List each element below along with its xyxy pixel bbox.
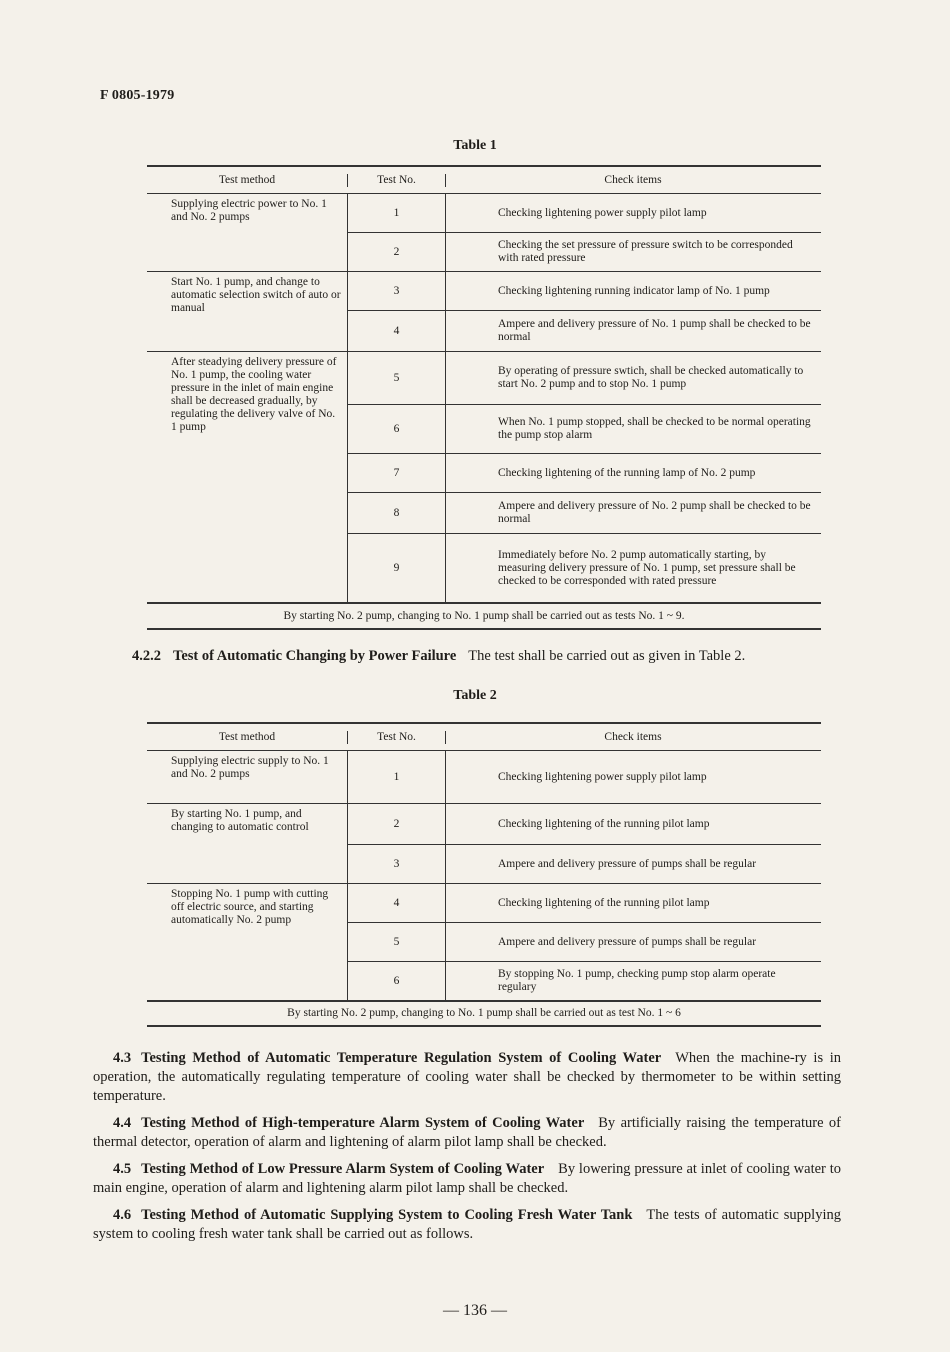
check-item-cell: When No. 1 pump stopped, shall be checked to be normal operating the pump stop alarm [498,416,811,441]
table-row [347,194,821,233]
table1-header [147,167,821,194]
table-row [347,233,821,271]
check-item-cell: Checking lightening of the running pilot lamp [498,896,710,909]
test-no-cell: 8 [347,493,446,533]
table-row [347,804,821,845]
header-check-items: Check items [604,730,662,743]
section-number: 4.5 [113,1161,132,1177]
table-group [147,272,821,352]
test-method-cell: Stopping No. 1 pump with cutting off electric source, and starting automatically No. 2 pump [171,888,329,926]
test-no-cell: 3 [347,845,446,883]
section-title: Test of Automatic Changing by Power Failure [173,648,457,664]
section-4-3 [93,1049,841,1106]
test-method-cell: Supplying electric supply to No. 1 and No. 2 pumps [171,755,329,780]
check-item-cell: Ampere and delivery pressure of pumps shall be regular [498,935,757,948]
table-group [147,884,821,1000]
section-text: The tests of automatic supplying system to cooling fresh water tank shall be carried out as follows. [93,1207,841,1242]
test-method-cell: By starting No. 1 pump, and changing to automatic control [171,808,309,833]
table-row [347,534,821,602]
section-number: 4.4 [113,1115,132,1131]
section-4-4 [93,1114,841,1152]
test-method-cell: After steadying delivery pressure of No. 1 pump, the cooling water pressure in the inlet of main engine shall be decreased gradually, by regulating the delivery valve of No. 1 pump [171,356,337,433]
test-no-cell: 2 [347,804,446,844]
table1-caption: Table 1 [453,138,497,153]
section-text: By lowering pressure at inlet of cooling water to main engine, operation of alarm and lightening alarm pilot lamp shall be checked. [93,1161,842,1196]
table-row [347,923,821,962]
section-title: Testing Method of Low Pressure Alarm System of Cooling Water [141,1161,545,1177]
check-item-cell: Checking lightening power supply pilot lamp [498,770,707,783]
test-no-cell: 5 [347,352,446,404]
check-item-cell: Checking the set pressure of pressure switch to be corresponded with rated pressure [498,239,793,264]
table-row [347,454,821,493]
table2-note: By starting No. 2 pump, changing to No. 1 pump shall be carried out as test No. 1 ~ 6 [147,1007,821,1027]
test-no-cell: 6 [347,962,446,1000]
table1 [147,165,821,604]
table-row [347,884,821,923]
header-check-items: Check items [604,173,662,186]
document-code: F 0805-1979 [100,88,175,103]
header-test-no: Test No. [347,174,446,187]
test-no-cell: 4 [347,884,446,922]
check-item-cell: Checking lightening power supply pilot lamp [498,206,707,219]
section-title: Testing Method of High-temperature Alarm System of Cooling Water [141,1115,585,1131]
check-item-cell: Checking lightening running indicator lamp of No. 1 pump [498,284,770,297]
section-title: Testing Method of Automatic Temperature Regulation System of Cooling Water [141,1050,662,1066]
table-group [147,804,821,884]
test-no-cell: 2 [347,233,446,271]
check-item-cell: By operating of pressure swtich, shall be checked automatically to start No. 2 pump and to stop No. 1 pump [498,365,804,390]
section-4-5 [93,1160,841,1198]
table-group [147,751,821,804]
table-row [347,352,821,405]
test-no-cell: 9 [347,534,446,602]
check-item-cell: Ampere and delivery pressure of No. 1 pump shall be checked to be normal [498,318,811,343]
section-text: By artificially raising the temperature of thermal detector, operation of alarm and lightening of alarm pilot lamp shall be checked. [93,1115,841,1150]
test-method-cell: Start No. 1 pump, and change to automatic selection switch of auto or manual [171,276,341,314]
header-test-no: Test No. [347,731,446,744]
check-item-cell: By stopping No. 1 pump, checking pump stop alarm operate regulary [498,968,776,993]
section-number: 4.3 [113,1050,132,1066]
table1-note: By starting No. 2 pump, changing to No. 1 pump shall be carried out as tests No. 1 ~ 9. [147,610,821,630]
table-row [347,311,821,351]
header-test-method: Test method [218,730,276,743]
check-item-cell: Checking lightening of the running pilot lamp [498,817,710,830]
section-text: When the machine-ry is in operation, the automatically regulating temperature of cooling water shall be checked by thermometer to be within setting temperature. [93,1050,841,1104]
table-row [347,493,821,534]
section-4-2-2 [132,648,745,665]
table-row [347,272,821,311]
test-no-cell: 4 [347,311,446,351]
check-item-cell: Ampere and delivery pressure of No. 2 pump shall be checked to be normal [498,500,811,525]
page-number: — 136 — [443,1302,507,1319]
table-row [347,751,821,803]
table-group [147,352,821,602]
section-number: 4.6 [113,1207,132,1223]
test-no-cell: 3 [347,272,446,310]
section-4-6 [93,1206,841,1244]
test-no-cell: 6 [347,405,446,453]
test-no-cell: 1 [347,194,446,232]
check-item-cell: Immediately before No. 2 pump automatically starting, by measuring delivery pressure of No. 1 pump, set pressure shall be checked to be corresponded with rated pressure [498,548,796,587]
table-group [147,194,821,272]
test-no-cell: 7 [347,454,446,492]
table2 [147,722,821,1002]
table-row [347,845,821,883]
section-number: 4.2.2 [132,648,161,664]
check-item-cell: Checking lightening of the running lamp of No. 2 pump [498,466,756,479]
test-no-cell: 1 [347,751,446,803]
table-row [347,962,821,1000]
test-method-cell: Supplying electric power to No. 1 and No. 2 pumps [171,198,327,223]
section-text: The test shall be carried out as given in Table 2. [468,648,746,664]
check-item-cell: Ampere and delivery pressure of pumps shall be regular [498,857,757,870]
section-title: Testing Method of Automatic Supplying System to Cooling Fresh Water Tank [141,1207,633,1223]
table2-caption: Table 2 [453,688,497,703]
test-no-cell: 5 [347,923,446,961]
table-row [347,405,821,454]
header-test-method: Test method [218,173,276,186]
table2-header [147,724,821,751]
